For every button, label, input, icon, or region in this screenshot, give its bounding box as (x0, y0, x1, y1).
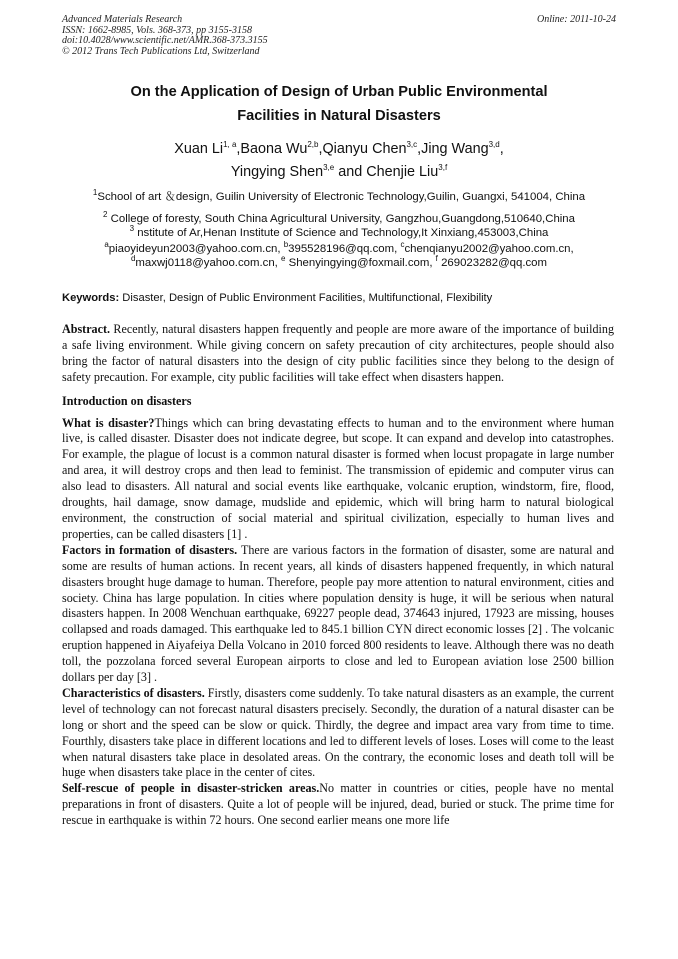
email-sup: b (283, 240, 289, 250)
doi-line: doi:10.4028/www.scientific.net/AMR.368-373.3155 (62, 35, 268, 46)
paper-title (60, 80, 618, 128)
paragraph-text: Things which can bring devastating effects to human and to the environment where human live, is called disaster. Disaster does not indicate degree, but scope. It can expand and develop into catastrophes. For example, the plague of locust is a common natural disaster is formed when locust propagate in large number and area, it will destroy crops and then lead to feminist. The transmission of epidemic and computer virus can also lead to disasters. All natural and social events like earthquake, volcanic eruption, windstorm, fire, flood, droughts, hail damage, snow damage, mudslide and epidemic, which will bring harm to natural biological environment, the construction of social material and spiritual civilization, especially to human lives and properties, can be called disasters [1] . (62, 415, 614, 541)
paragraph-text: There are various factors in the formation of disaster, some are natural and some are results of human actions. In recent years, all kinds of disasters happened frequently, in which natural disasters brought huge damage to human. Therefore, people pay more attention to natural environment, cities and society. China has large population. In cities where population density is huge, it will be serious when natural disasters happen. In 2008 Wenchuan earthquake, 69227 people dead, 374643 injured, 17923 are missing, houses collapsed and roads damaged. This earthquake led to 845.1 billion CYN direct economic losses [2] . The volcanic eruption happened in Aiyafeiya Della Volcano in 2010 forced 800 residents to leave. Although there was no death toll, the pozzolana forced several European airports to close and led to European aviation lose 2500 billion dollars per day [3] . (62, 542, 614, 685)
author-sup: 3,e (323, 163, 335, 173)
paragraph-head: What is disaster? (62, 415, 155, 430)
affiliation-text: School of art ＆design, Guilin University of Electronic Technology,Guilin, Guangxi, 541004, China (97, 191, 586, 203)
affiliation-3 (40, 226, 638, 240)
email-sup: a (104, 240, 109, 250)
email-sup: c (400, 240, 405, 250)
keywords-text: Disaster, Design of Public Environment Facilities, Multifunctional, Flexibility (119, 292, 493, 304)
author: Chenjie Liu (366, 164, 439, 180)
affiliation-sup: 3 (129, 224, 135, 234)
copyright-line: © 2012 Trans Tech Publications Ltd, Switzerland (62, 45, 260, 57)
author-sep: , (499, 141, 504, 157)
paragraph-text: Firstly, disasters come suddenly. To take natural disasters as an example, the current level of technology can not forecast natural disasters precisely. Secondly, the duration of a natural disaster can be long or short and the speed can be slow or quick. Thirdly, the degree and impact area vary from time to time. Fourthly, disasters take place in different locations and led to different levels of loses. Loses will come to the least when natural disasters take place in desolated areas. On the contrary, the economic loses and death toll will be huge when disasters take place in the center of cites. (62, 685, 614, 780)
paragraph-head: Self-rescue of people in disaster-stricken areas. (62, 781, 320, 796)
keywords-label: Keywords: (62, 292, 120, 304)
email-sup: f (435, 254, 438, 264)
author: Qianyu Chen (322, 141, 407, 157)
author-sup: 3,c (406, 140, 418, 150)
paragraph (62, 416, 614, 543)
section-heading: Introduction on disasters (62, 393, 192, 408)
email: chenqianyu2002@yahoo.com.cn, (404, 243, 574, 255)
email: 395528196@qq.com, (288, 243, 401, 255)
title-line-2: Facilities in Natural Disasters (237, 108, 441, 124)
author-line-1 (60, 138, 618, 161)
email: Shenyingying@foxmail.com, (285, 257, 436, 269)
affiliation-text: nstitute of Ar,Henan Institute of Science and Technology,It Xinxiang,453003,China (134, 227, 549, 239)
author-line-2 (60, 161, 618, 184)
affiliation-text: College of foresty, South China Agricultural University, Gangzhou,Guangdong,510640,China (107, 213, 575, 225)
author-sup: 3,d (488, 140, 500, 150)
paragraph-head: Factors in formation of disasters. (62, 542, 238, 557)
author-list (60, 138, 618, 184)
author-sup: 2,b (307, 140, 319, 150)
author: Baona Wu (240, 141, 308, 157)
paper-body (62, 322, 614, 829)
author: Jing Wang (421, 141, 489, 157)
author-sep: , (236, 141, 241, 157)
email-line-1 (40, 242, 638, 256)
author-sup: 3,f (438, 163, 448, 173)
issn-line: ISSN: 1662-8985, Vols. 368-373, pp 3155-3158 (62, 24, 252, 36)
author: Xuan Li (174, 141, 224, 157)
paragraph (62, 781, 614, 829)
paragraph (62, 543, 614, 686)
journal-header (62, 15, 268, 57)
email: piaoyideyun2003@yahoo.com.cn, (108, 243, 284, 255)
email: 269023282@qq.com (437, 257, 548, 269)
author-sep: , (417, 141, 422, 157)
author-sep: , (318, 141, 323, 157)
email-line-2 (40, 256, 638, 270)
affiliation-sup: 1 (92, 188, 98, 198)
online-date: Online: 2011-10-24 (537, 14, 616, 25)
affiliation-sup: 2 (103, 210, 108, 220)
author: Yingying Shen (230, 164, 324, 180)
email: maxwj0118@yahoo.com.cn, (135, 257, 281, 269)
paragraph-head: Characteristics of disasters. (62, 685, 205, 700)
author-sep: and (334, 164, 367, 180)
email-sup: e (281, 254, 286, 264)
abstract-label: Abstract. (62, 322, 111, 336)
affiliation-1 (40, 190, 638, 204)
journal-name: Advanced Materials Research (62, 14, 183, 25)
abstract-text: Recently, natural disasters happen frequently and people are more aware of the importance of building a safe living environment. While giving concern on safety precaution of city architectures, people should also bring the factor of natural disasters into the design of city public facilities since they belong to the design of safety precaution. For example, city public facilities will take effect when disasters happen. (62, 322, 614, 384)
paragraph (62, 686, 614, 781)
paragraph-text: No matter in countries or cities, people have no mental preparations in front of disasters. Quite a lot of people will be injured, dead, buried or stuck. The prime time for rescue in earthquake is within 72 hours. One second earlier means one more life (62, 781, 614, 828)
author-sup: 1, a (223, 140, 237, 150)
abstract (62, 322, 614, 386)
keywords (62, 291, 618, 305)
email-sup: d (130, 254, 136, 264)
title-line-1: On the Application of Design of Urban Public Environmental (130, 84, 548, 100)
